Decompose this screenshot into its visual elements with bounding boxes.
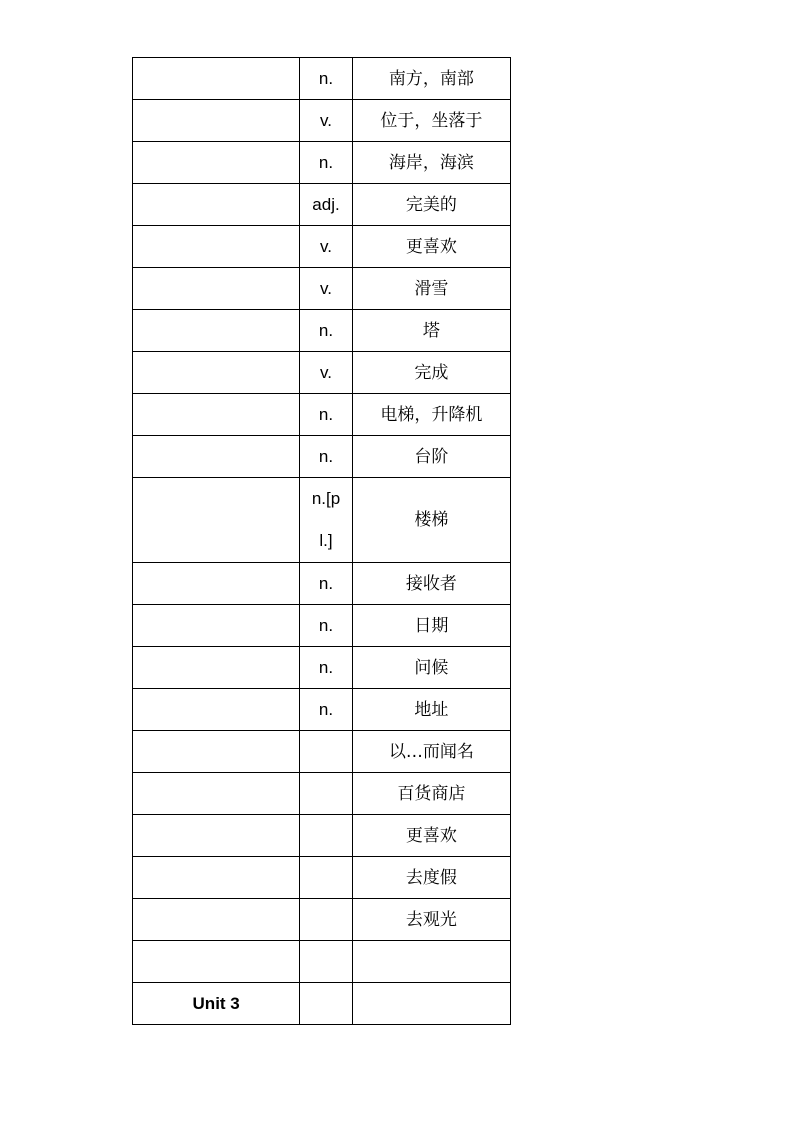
- chinese-meaning-cell: 完美的: [352, 184, 510, 226]
- chinese-meaning-cell: 接收者: [352, 563, 510, 605]
- chinese-meaning-cell: 台阶: [352, 436, 510, 478]
- part-of-speech-cell: n.: [300, 394, 352, 436]
- table-row: [133, 899, 511, 941]
- word-cell[interactable]: [133, 899, 300, 941]
- table-row: [133, 647, 511, 689]
- word-cell[interactable]: [133, 941, 300, 983]
- table-row: [133, 815, 511, 857]
- table-row: [133, 563, 511, 605]
- table-row: [133, 58, 511, 100]
- chinese-meaning-cell: 滑雪: [352, 268, 510, 310]
- table-row: [133, 394, 511, 436]
- part-of-speech-cell: [300, 941, 352, 983]
- part-of-speech-cell: adj.: [300, 184, 352, 226]
- part-of-speech-cell: [300, 815, 352, 857]
- vocabulary-table: [132, 57, 511, 1025]
- unit-heading: Unit 3: [133, 983, 300, 1025]
- chinese-meaning-cell: 更喜欢: [352, 815, 510, 857]
- word-cell[interactable]: [133, 142, 300, 184]
- chinese-meaning-cell: 去度假: [352, 857, 510, 899]
- chinese-meaning-cell: [352, 941, 510, 983]
- word-cell[interactable]: [133, 100, 300, 142]
- chinese-meaning-cell: 塔: [352, 310, 510, 352]
- chinese-meaning-cell: 完成: [352, 352, 510, 394]
- word-cell[interactable]: [133, 226, 300, 268]
- part-of-speech-cell: n.: [300, 58, 352, 100]
- word-cell[interactable]: [133, 815, 300, 857]
- part-of-speech-cell: [300, 478, 352, 563]
- word-cell[interactable]: [133, 478, 300, 563]
- chinese-meaning-cell: 以…而闻名: [352, 731, 510, 773]
- table-row: [133, 773, 511, 815]
- part-of-speech-cell: n.: [300, 142, 352, 184]
- table-row: [133, 605, 511, 647]
- part-of-speech-cell: n.: [300, 689, 352, 731]
- word-cell[interactable]: [133, 773, 300, 815]
- table-row: [133, 689, 511, 731]
- part-of-speech-cell: n.: [300, 310, 352, 352]
- word-cell[interactable]: [133, 857, 300, 899]
- part-of-speech-cell: n.: [300, 647, 352, 689]
- chinese-meaning-cell: 电梯，升降机: [352, 394, 510, 436]
- word-cell[interactable]: [133, 352, 300, 394]
- part-of-speech-cell: n.: [300, 436, 352, 478]
- part-of-speech-cell: [300, 857, 352, 899]
- word-cell[interactable]: [133, 184, 300, 226]
- word-cell[interactable]: [133, 394, 300, 436]
- word-cell[interactable]: [133, 605, 300, 647]
- table-row: [133, 941, 511, 983]
- word-cell[interactable]: [133, 310, 300, 352]
- table-row: [133, 857, 511, 899]
- table-row: [133, 268, 511, 310]
- word-cell[interactable]: [133, 58, 300, 100]
- table-row: [133, 352, 511, 394]
- chinese-meaning-cell: 南方，南部: [352, 58, 510, 100]
- part-of-speech-cell: v.: [300, 226, 352, 268]
- chinese-meaning-cell: [352, 983, 510, 1025]
- part-of-speech-cell: [300, 731, 352, 773]
- chinese-meaning-cell: 位于，坐落于: [352, 100, 510, 142]
- part-of-speech-cell: [300, 899, 352, 941]
- table-row: [133, 184, 511, 226]
- part-of-speech-cell: [300, 983, 352, 1025]
- table-row: [133, 142, 511, 184]
- chinese-meaning-cell: 楼梯: [352, 478, 510, 563]
- part-of-speech-cell: v.: [300, 268, 352, 310]
- word-cell[interactable]: [133, 563, 300, 605]
- table-row: [133, 731, 511, 773]
- part-of-speech-cell: n.: [300, 605, 352, 647]
- table-row: [133, 478, 511, 563]
- chinese-meaning-cell: 日期: [352, 605, 510, 647]
- word-cell[interactable]: [133, 436, 300, 478]
- chinese-meaning-cell: 去观光: [352, 899, 510, 941]
- table-row: [133, 100, 511, 142]
- table-row: [133, 310, 511, 352]
- word-cell[interactable]: [133, 647, 300, 689]
- part-of-speech-text: n.[pl.]: [311, 489, 341, 550]
- table-row: [133, 226, 511, 268]
- table-row: [133, 983, 511, 1025]
- part-of-speech-cell: [300, 773, 352, 815]
- part-of-speech-cell: n.: [300, 563, 352, 605]
- chinese-meaning-cell: 更喜欢: [352, 226, 510, 268]
- word-cell[interactable]: [133, 268, 300, 310]
- chinese-meaning-cell: 海岸，海滨: [352, 142, 510, 184]
- part-of-speech-cell: v.: [300, 100, 352, 142]
- part-of-speech-cell: v.: [300, 352, 352, 394]
- chinese-meaning-cell: 百货商店: [352, 773, 510, 815]
- chinese-meaning-cell: 问候: [352, 647, 510, 689]
- word-cell[interactable]: [133, 731, 300, 773]
- chinese-meaning-cell: 地址: [352, 689, 510, 731]
- word-cell[interactable]: [133, 689, 300, 731]
- table-row: [133, 436, 511, 478]
